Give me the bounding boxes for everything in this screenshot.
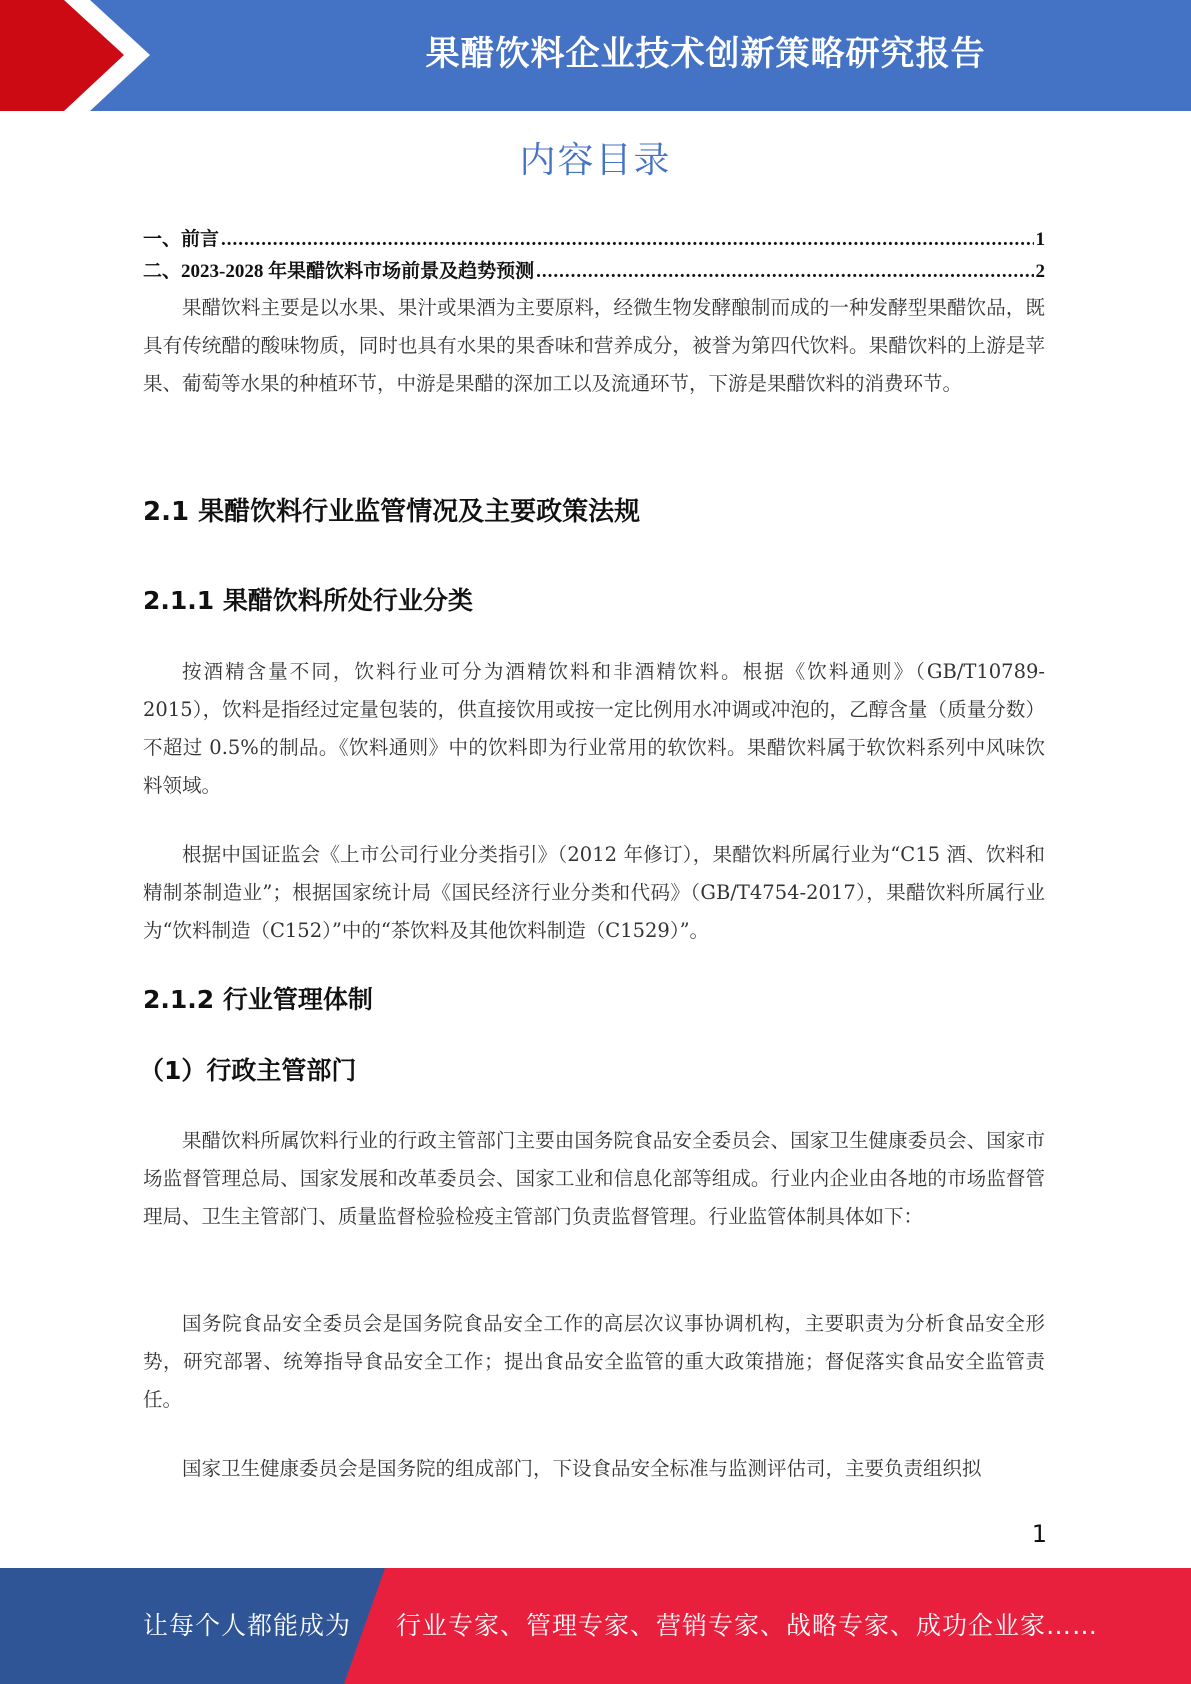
admin-paragraph-2: 国务院食品安全委员会是国务院食品安全工作的高层次议事协调机构，主要职责为分析食品安全形势，研究部署、统筹指导食品安全工作；提出食品安全监管的重大政策措施；督促落实食品安全监管责任。 — [143, 1312, 1045, 1411]
toc-entry-label: 二、2023-2028 年果醋饮料市场前景及趋势预测 — [143, 261, 535, 282]
toc-heading: 内容目录 — [519, 140, 672, 181]
toc-leader-dots — [221, 229, 1033, 251]
red-chevron-decoration — [0, 0, 160, 111]
toc-entry-page: 1 — [1035, 229, 1045, 250]
section-heading-2-1: 2.1 果醋饮料行业监管情况及主要政策法规 — [143, 497, 641, 527]
footer-slogan-right: 行业专家、管理专家、营销专家、战略专家、成功企业家…… — [396, 1611, 1099, 1640]
toc-entry-page: 2 — [1035, 261, 1045, 282]
toc-entry-label: 一、前言 — [143, 229, 220, 250]
section-heading-2-1-1: 2.1.1 果醋饮料所处行业分类 — [143, 586, 473, 615]
toc-entry-preface[interactable] — [143, 224, 1045, 251]
page-number: 1 — [1031, 1520, 1047, 1548]
section-heading-2-1-2: 2.1.2 行业管理体制 — [143, 985, 373, 1014]
admin-paragraph-1: 果醋饮料所属饮料行业的行政主管部门主要由国务院食品安全委员会、国家卫生健康委员会、国家市场监督管理总局、国家发展和改革委员会、国家工业和信息化部等组成。行业内企业由各地的市场监督管理局、卫生主管部门、质量监督检验检疫主管部门负责监督管理。行业监管体制具体如下： — [143, 1129, 1045, 1228]
report-title: 果醋饮料企业技术创新策略研究报告 — [425, 34, 986, 74]
intro-paragraph: 果醋饮料主要是以水果、果汁或果酒为主要原料，经微生物发酵酿制而成的一种发酵型果醋饮品，既具有传统醋的酸味物质，同时也具有水果的果香味和营养成分，被誉为第四代饮料。果醋饮料的上游是苹果、葡萄等水果的种植环节，中游是果醋的深加工以及流通环节，下游是果醋饮料的消费环节。 — [143, 296, 1045, 395]
report-header-band — [0, 0, 1191, 111]
toc-entry-market-outlook[interactable] — [143, 256, 1045, 283]
classification-paragraph-2: 根据中国证监会《上市公司行业分类指引》（2012 年修订），果醋饮料所属行业为“C15 酒、饮料和精制茶制造业”；根据国家统计局《国民经济行业分类和代码》（GB/T4754-2017），果醋饮料所属行业为“饮料制造（C152）”中的“茶饮料及其他饮料制造（C1529）”。 — [143, 843, 1045, 942]
toc-leader-dots — [536, 261, 1033, 283]
footer-band — [0, 1568, 1191, 1684]
classification-paragraph-1: 按酒精含量不同，饮料行业可分为酒精饮料和非酒精饮料。根据《饮料通则》（GB/T10789-2015），饮料是指经过定量包装的，供直接饮用或按一定比例用水冲调或冲泡的，乙醇含量（质量分数）不超过 0.5%的制品。《饮料通则》中的饮料即为行业常用的软饮料。果醋饮料属于软饮料系列中风味饮料领域。 — [143, 660, 1045, 797]
subsection-heading-admin: （1）行政主管部门 — [139, 1056, 357, 1085]
admin-paragraph-3: 国家卫生健康委员会是国务院的组成部门，下设食品安全标准与监测评估司，主要负责组织拟 — [182, 1457, 982, 1480]
footer-slogan-left: 让每个人都能成为 — [143, 1611, 352, 1640]
